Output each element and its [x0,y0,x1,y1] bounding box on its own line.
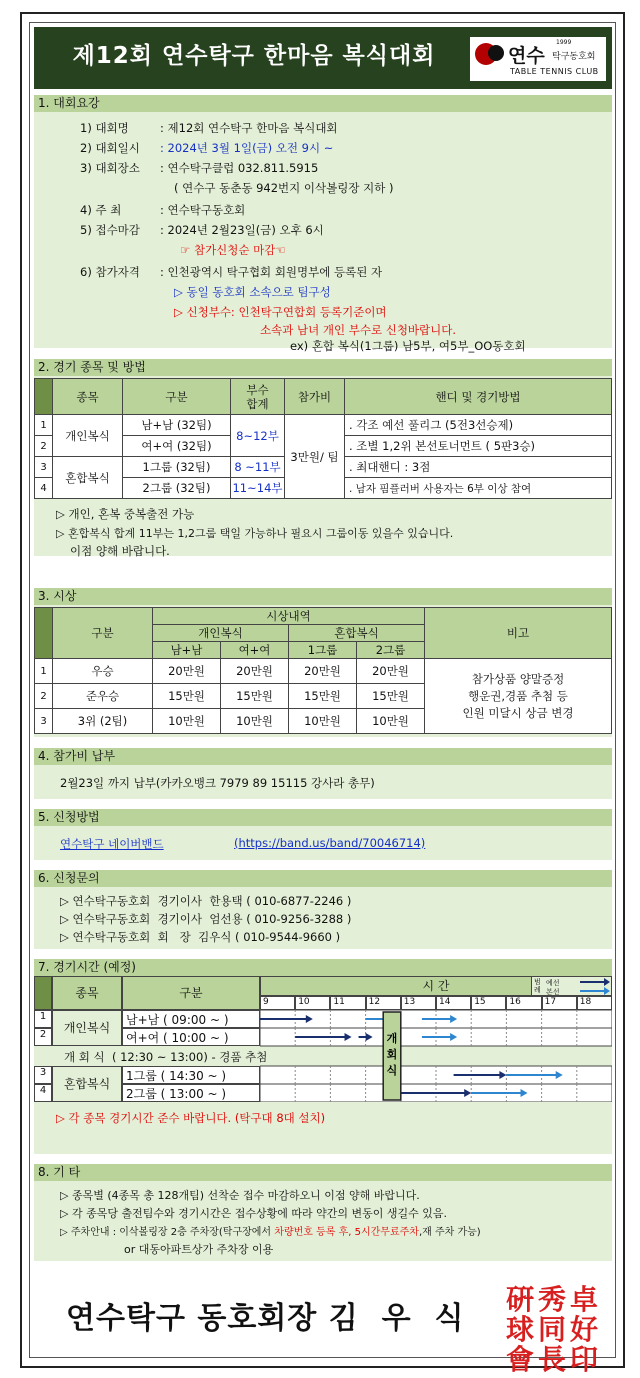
prize-note-2: 행운권,경품 추첨 등 [468,688,568,703]
th-method: 핸디 및 경기방법 [345,379,612,415]
parking-a: ▷ 주차안내 : 이삭볼링장 2층 주차장(탁구장에서 [60,1227,275,1238]
sched-g1: 1그룹 ( 14:30 ~ ) [122,1066,260,1084]
th-sched-event: 종목 [52,976,122,1010]
prize-table [34,607,612,734]
table-corner [35,379,53,415]
row-num: 3 [34,1066,52,1084]
label-deadline: 5) 접수마감 [80,223,140,237]
row-num: 2 [35,436,53,457]
value-place: : 연수탁구클럽 032.811.5915 [160,161,319,175]
prize-third: 3위 (2팀) [53,709,153,734]
prize-cell: 15만원 [153,684,221,709]
stamp-char: 同 [538,1313,567,1346]
ceremony-char: 식 [386,1064,398,1077]
th-note: 비고 [425,608,612,659]
sched-event-doubles: 개인복식 [52,1010,122,1046]
section-5-title: 5. 신청방법 [34,809,612,826]
page-frame [20,12,625,1376]
prize-cell: 20만원 [357,659,425,684]
th-sub-ww: 여+여 [221,642,289,659]
legend-arrows [578,978,610,996]
th-award: 시상내역 [153,608,425,625]
section-8-title: 8. 기 타 [34,1164,612,1181]
section-4-body [34,765,612,799]
payment-info: 2월23일 까지 납부(카카오뱅크 7979 89 15115 강사라 총무) [60,776,375,790]
value-qualify: : 인천광역시 탁구협회 회원명부에 등록된 자 [160,265,383,279]
hour-cell: 16 [506,996,541,1010]
label-place: 3) 대회장소 [80,161,140,175]
row-num: 3 [35,457,53,478]
prize-cell: 20만원 [153,659,221,684]
paddle-icon-dark [488,45,504,61]
prize-first: 우승 [53,659,153,684]
prize-cell: 10만원 [289,709,357,734]
row-num: 1 [35,415,53,436]
stamp-char: 好 [570,1313,599,1346]
hour-cell: 12 [366,996,401,1010]
event-doubles: 개인복식 [53,415,123,457]
section-4-title: 4. 참가비 납부 [34,748,612,765]
value-date: : 2024년 3월 1일(금) 오전 9시 ~ [160,141,334,155]
hour-cell: 17 [542,996,577,1010]
th-sub-g2: 2그룹 [357,642,425,659]
table-corner [35,608,53,659]
method-4: . 남자 핌플러버 사용자는 6부 이상 참여 [345,478,612,499]
hour-cell: 13 [401,996,436,1010]
prize-cell: 15만원 [357,684,425,709]
qualify-example: ex) 혼합 복식(1그룹) 남5부, 여5부_OO동호회 [290,339,526,353]
sum-g2: 11~14부 [231,478,285,499]
value-address: ( 연수구 동춘동 942번지 이삭볼링장 지하 ) [174,181,394,195]
logo-main: 연수 [508,45,545,67]
legend-label: 범례 [534,978,541,994]
sum-g1: 8 ~11부 [231,457,285,478]
division-ww: 여+여 (32팀) [123,436,231,457]
logo-club: TABLE TENNIS CLUB [510,67,599,76]
prize-note [425,659,612,734]
hour-cell: 15 [471,996,506,1010]
section-1-body [34,112,612,353]
row-num: 4 [35,478,53,499]
seal-stamp [504,1278,604,1376]
stamp-char: 硏 [506,1283,535,1316]
page-title: 제12회 연수탁구 한마음 복식대회 [72,43,436,69]
th-mixed: 혼합복식 [289,625,425,642]
band-url-link[interactable]: (https://band.us/band/70046714) [234,836,426,850]
section-2-title: 2. 경기 종목 및 방법 [34,359,612,376]
contact-1: ▷ 연수탁구동호회 경기이사 한용택 ( 010-6877-2246 ) [60,894,352,908]
th-division: 구분 [123,379,231,415]
club-logo [470,37,606,81]
row-num: 2 [34,1028,52,1046]
hour-cell: 11 [330,996,365,1010]
th-sub-mm: 남+남 [153,642,221,659]
etc-1: ▷ 종목별 (4종목 총 128개팀) 선착순 접수 마감하오니 이점 양해 바랍니다. [60,1189,420,1202]
deadline-note: ☞ 참가신청순 마감☜ [180,243,286,257]
method-1: . 각조 예선 풀리그 (5전3선승제) [345,415,612,436]
th-time: 시 간 [260,976,612,996]
method-2: . 조별 1,2위 본선토너먼트 ( 5판3승) [345,436,612,457]
th-prize-div: 구분 [53,608,153,659]
th-sched-div: 구분 [122,976,260,1010]
label-name: 1) 대회명 [80,121,129,135]
section-1-title: 1. 대회요강 [34,95,612,112]
stamp-char: 長 [538,1343,567,1376]
etc-2: ▷ 각 종목당 출전팀수와 경기시간은 접수상황에 따라 약간의 변동이 생길수 있음. [60,1207,447,1220]
section-6-body [34,887,612,949]
legend-main: 본선 [546,988,560,996]
sched-event-mixed: 혼합복식 [52,1066,122,1102]
etc-parking [60,1223,481,1238]
logo-year: 1999 [556,39,572,46]
hour-cell: 10 [295,996,330,1010]
legend [531,976,612,996]
event-note-3: 이점 양해 바랍니다. [70,544,170,558]
sched-g2: 2그룹 ( 13:00 ~ ) [122,1084,260,1102]
prize-cell: 20만원 [289,659,357,684]
division-g2: 2그룹 (32팀) [123,478,231,499]
method-3: . 최대핸디 : 3점 [345,457,612,478]
events-table [34,378,612,499]
event-mixed: 혼합복식 [53,457,123,499]
opening-text: 개 회 식 ( 12:30 ~ 13:00) - 경품 추첨 [64,1050,268,1064]
contact-2: ▷ 연수탁구동호회 경기이사 엄선용 ( 010-9256-3288 ) [60,912,352,926]
section-3-body [34,605,612,737]
contact-3: ▷ 연수탁구동호회 회 장 김우식 ( 010-9544-9660 ) [60,930,341,944]
value-name: : 제12회 연수탁구 한마음 복식대회 [160,121,338,135]
header-banner [34,27,612,89]
section-2-body [34,376,612,556]
poster [29,22,616,1376]
section-8-body [34,1181,612,1261]
label-host: 4) 주 최 [80,203,122,217]
hour-cell: 14 [436,996,471,1010]
section-7-body [34,976,612,1154]
th-sum: 부수 합계 [231,379,285,415]
th-event: 종목 [53,379,123,415]
stamp-char: 會 [506,1343,535,1376]
event-note-2: ▷ 혼합복식 합계 11부는 1,2그룹 택일 가능하나 필요시 그룹이동 있을수 있습니다. [56,527,454,540]
division-g1: 1그룹 (32팀) [123,457,231,478]
ceremony-char: 회 [386,1048,398,1061]
qualify-note-level2: 소속과 남녀 개인 부수로 신청바랍니다. [260,323,457,337]
event-note-1: ▷ 개인, 혼복 중복출전 가능 [56,507,195,521]
stamp-char: 印 [570,1343,599,1376]
table-corner [34,976,52,1010]
prize-cell: 10만원 [153,709,221,734]
sum-doubles: 8~12부 [231,415,285,457]
stamp-char: 球 [506,1313,535,1346]
hour-cell: 9 [260,996,295,1010]
fee-value: 3만원/ 팀 [285,415,345,499]
sched-ww: 여+여 ( 10:00 ~ ) [122,1028,260,1046]
label-qualify: 6) 참가자격 [80,265,140,279]
prize-note-1: 참가상품 양말증정 [471,671,565,686]
th-individual: 개인복식 [153,625,289,642]
prize-cell: 20만원 [221,659,289,684]
division-mm: 남+남 (32팀) [123,415,231,436]
prize-cell: 10만원 [221,709,289,734]
stamp-char: 卓 [570,1283,599,1316]
hour-cell: 18 [577,996,612,1010]
parking-c: ,재 주차 가능) [418,1227,481,1238]
schedule-note: ▷ 각 종목 경기시간 준수 바랍니다. (탁구대 8대 설치) [56,1111,326,1125]
prize-second: 준우승 [53,684,153,709]
prize-note-3: 인원 미달시 상금 변경 [462,705,574,720]
signature: 연수탁구 동호회장 김 우 식 [66,1301,465,1336]
prize-cell: 15만원 [221,684,289,709]
qualify-note-team: ▷ 동일 동호회 소속으로 팀구성 [174,285,331,299]
label-date: 2) 대회일시 [80,141,140,155]
th-sub-g1: 1그룹 [289,642,357,659]
band-link[interactable]: 연수탁구 네이버밴드 [60,837,164,851]
qualify-note-level: ▷ 신청부수: 인천탁구연합회 등록기준이며 [174,305,387,319]
sched-mm: 남+남 ( 09:00 ~ ) [122,1010,260,1028]
th-fee: 참가비 [285,379,345,415]
stamp-char: 秀 [538,1283,567,1316]
prize-cell: 10만원 [357,709,425,734]
value-host: : 연수탁구동호회 [160,203,246,217]
value-deadline: : 2024년 2월23일(금) 오후 6시 [160,223,324,237]
row-num: 1 [34,1010,52,1028]
row-num: 2 [35,684,53,709]
section-6-title: 6. 신청문의 [34,870,612,887]
section-5-body [34,826,612,860]
legend-pre: 예선 [546,979,560,987]
parking-d: or 대동아파트상가 주차장 이용 [124,1243,274,1256]
row-num: 1 [35,659,53,684]
row-num: 4 [34,1084,52,1102]
timeline-grid [260,1010,612,1102]
section-7-title: 7. 경기시간 (예정) [34,959,612,976]
section-3-title: 3. 시상 [34,588,612,605]
logo-sub: 탁구동호회 [552,52,596,62]
prize-cell: 15만원 [289,684,357,709]
hour-header [260,996,612,1010]
row-num: 3 [35,709,53,734]
parking-b: 차량번호 등록 후, 5시간무료주차 [274,1227,419,1238]
ceremony-char: 개 [386,1032,398,1045]
